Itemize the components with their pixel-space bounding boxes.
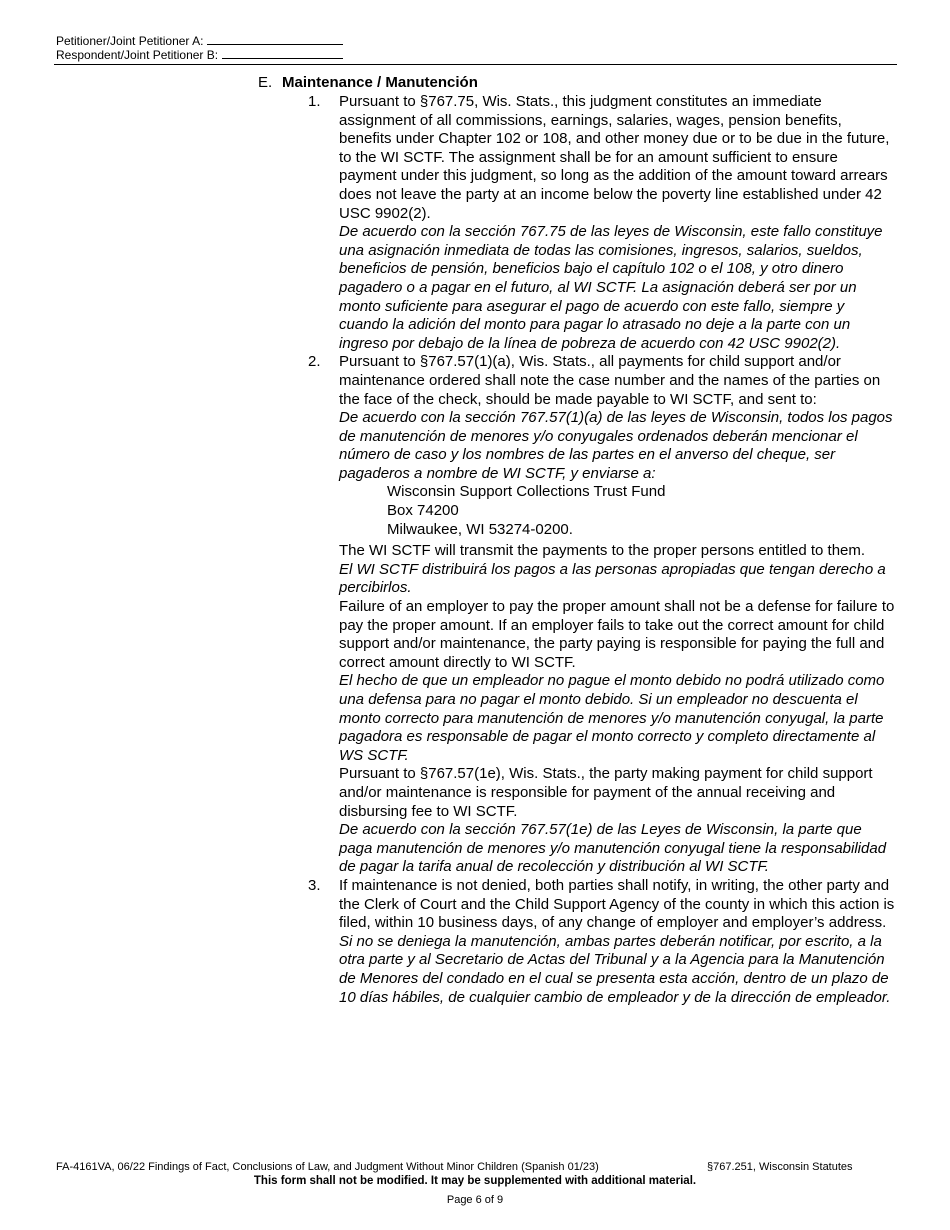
mailing-address: [339, 483, 895, 539]
respondent-label: Respondent/Joint Petitioner B:: [56, 48, 219, 62]
petitioner-blank-line[interactable]: [207, 33, 343, 45]
section-title: Maintenance / Manutención: [282, 74, 478, 91]
item-number: 2.: [308, 353, 321, 371]
form-identifier: FA-4161VA, 06/22 Findings of Fact, Conclusions of Law, and Judgment Without Minor Children (Spanish 01/23): [56, 1161, 599, 1173]
address-line-2: Box 74200: [387, 502, 459, 520]
item-1-spanish: De acuerdo con la sección 767.75 de las leyes de Wisconsin, este fallo constituye una asignación inmediata de todas las comisiones, ingresos, salarios, sueldos, beneficios de pensión, beneficios bajo el capítulo 102 o el 108, y otro dinero pagadero o a pagar en el futuro, al WI SCTF. La asignación deberá ser por un monto suficiente para asegurar el pago de acuerdo con este fallo, siempre y cuando la adición del monto para pagar lo atrasado no deje a la parte con un ingreso por debajo de la línea de pobreza de acuerdo con 42 USC 9902(2).: [339, 223, 883, 352]
item-3-spanish: Si no se deniega la manutención, ambas partes deberán notificar, por escrito, a la otra parte y al Secretario de Actas del Tribunal y a la Agencia para la Manutención de Menores del condado en el cual se presenta esta acción, dentro de un plazo de 10 días hábiles, de cualquier cambio de empleador y de la dirección de empleador.: [339, 932, 891, 1006]
address-line-3: Milwaukee, WI 53274-0200.: [387, 520, 573, 538]
header-divider: [54, 64, 897, 65]
modification-notice: This form shall not be modified. It may be supplemented with additional material.: [253, 1175, 697, 1187]
list-item-1: [308, 93, 895, 353]
respondent-field: [56, 47, 343, 62]
list-item-2: [308, 353, 895, 877]
item-2-spanish: De acuerdo con la sección 767.57(1)(a) de las leyes de Wisconsin, todos los pagos de manutención de menores y/o conyugales ordenados deberán mencionar el número de caso y los nombres de las partes en el anverso del cheque, ser pagaderos a nombre de WI SCTF, y enviarse a:: [339, 409, 893, 482]
failure-english: Failure of an employer to pay the proper amount shall not be a defense for failure to pay the proper amount. If an employer fails to take out the correct amount for child support and/or maintenance, the party paying is responsible for paying the full and correct amount directly to WI SCTF.: [339, 598, 895, 671]
address-line-1: Wisconsin Support Collections Trust Fund: [387, 483, 666, 501]
item-1-english: Pursuant to §767.75, Wis. Stats., this judgment constitutes an immediate assignment of all commissions, earnings, salaries, wages, pension benefits, benefits under Chapter 102 or 108, and other money due or to be due in the future, to the WI SCTF. The assignment shall be for an amount sufficient to ensure payment under this judgment, so long as the addition of the amount toward arrears does not leave the party at an income below the poverty line established under 42 USC 9902(2).: [339, 93, 890, 222]
fee-english: Pursuant to §767.57(1e), Wis. Stats., the party making payment for child support and/or maintenance is responsible for payment of the annual receiving and disbursing fee to WI SCTF.: [339, 765, 873, 820]
list-item-3: [308, 876, 895, 1007]
failure-spanish: El hecho de que un empleador no pague el monto debido no podrá utilizado como una defensa para no pagar el monto debido. Si un empleador no descuenta el monto correcto para manutención de menores y/o manutención conyugal, la parte pagadora es responsable de pagar el monto correcto y completo directamente al WS SCTF.: [339, 672, 885, 764]
section-body: [308, 93, 895, 1007]
transmit-spanish: El WI SCTF distribuirá los pagos a las personas apropiadas que tengan derecho a percibirlos.: [339, 560, 886, 597]
page-number: Page 6 of 9: [446, 1194, 504, 1206]
section-heading: [258, 74, 478, 92]
fee-spanish: De acuerdo con la sección 767.57(1e) de las Leyes de Wisconsin, la parte que paga manutención de menores y/o manutención conyugal tiene la responsabilidad de pagar la tarifa anual de recolección y distribución al WI SCTF.: [339, 821, 887, 876]
respondent-blank-line[interactable]: [222, 47, 343, 59]
item-number: 1.: [308, 93, 321, 110]
statute-reference: §767.251, Wisconsin Statutes: [707, 1161, 853, 1173]
item-3-english: If maintenance is not denied, both parties shall notify, in writing, the other party and the Clerk of Court and the Child Support Agency of the county in which this action is filed, within 10 business days, of any change of employer and employer’s address.: [339, 876, 895, 932]
transmit-english: The WI SCTF will transmit the payments to the proper persons entitled to them.: [339, 542, 866, 560]
petitioner-label: Petitioner/Joint Petitioner A:: [56, 34, 204, 48]
section-letter: E.: [258, 74, 273, 91]
item-2-english: Pursuant to §767.57(1)(a), Wis. Stats., all payments for child support and/or maintenance ordered shall note the case number and the names of the parties on the face of the check, should be made payable to WI SCTF, and sent to:: [339, 353, 881, 408]
petitioner-field: [56, 33, 343, 48]
item-number: 3.: [308, 876, 321, 894]
